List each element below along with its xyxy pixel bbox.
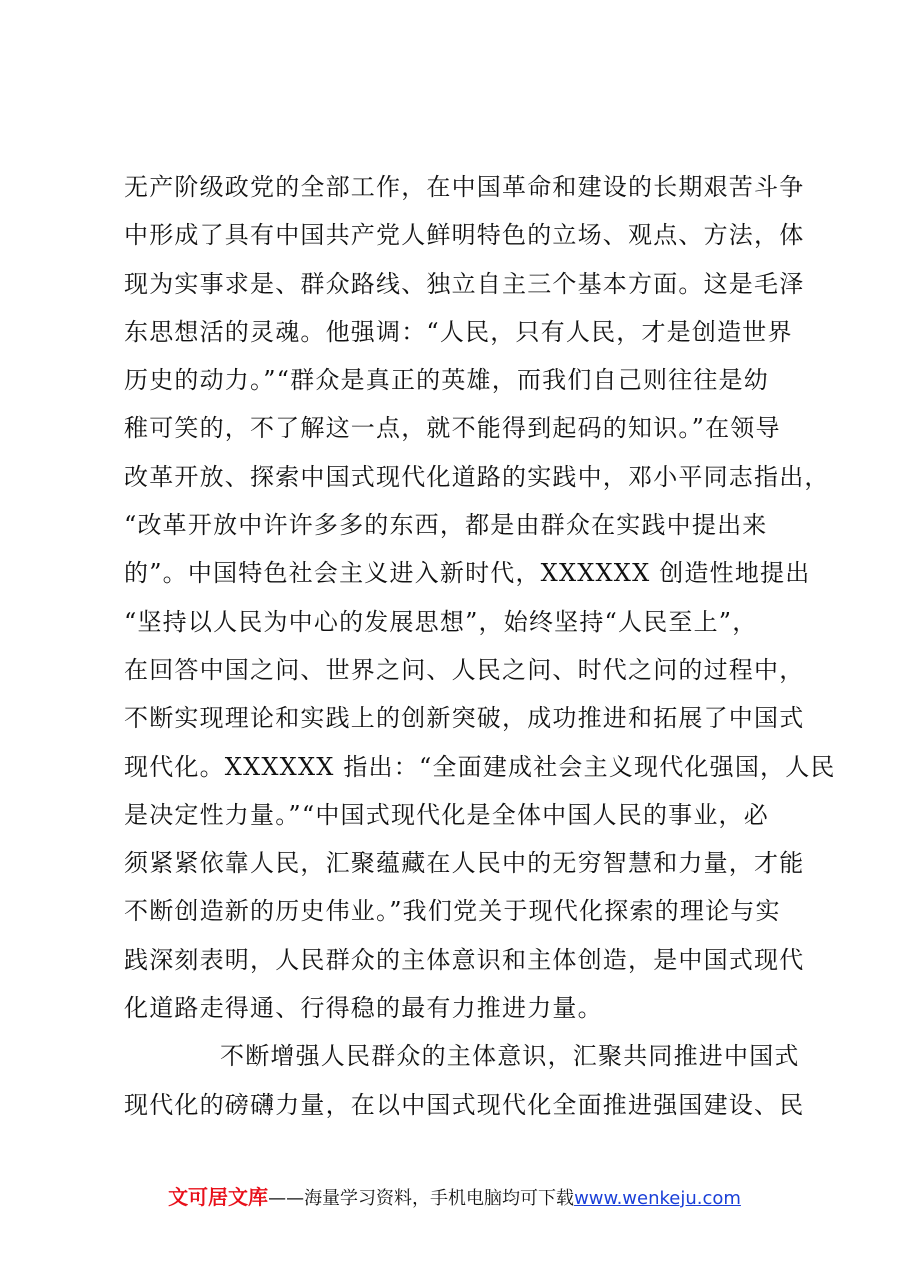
text-line: 在回答中国之问、世界之问、人民之问、时代之问的过程中，	[124, 655, 805, 684]
text-line: 不断创造新的历史伟业。”我们党关于现代化探索的理论与实	[124, 897, 781, 926]
text-line: 现代化。XXXXXX 指出：“全面建成社会主义现代化强国，人民	[124, 752, 836, 781]
document-body	[124, 163, 836, 1129]
text-line: “坚持以人民为中心的发展思想”，始终坚持“人民至上”，	[124, 607, 758, 636]
text-line: 改革开放、探索中国式现代化道路的实践中，邓小平同志指出，	[124, 462, 830, 491]
footer-brand: 文可居文库	[168, 1185, 269, 1209]
text-line: “改革开放中许许多多的东西，都是由群众在实践中提出来	[124, 511, 768, 540]
footer-site-link[interactable]: www.wenkeju.com	[574, 1188, 741, 1209]
text-line: 无产阶级政党的全部工作，在中国革命和建设的长期艰苦斗争	[124, 173, 805, 201]
text-line: 现为实事求是、群众路线、独立自主三个基本方面。这是毛泽	[124, 269, 805, 298]
text-line: 不断实现理论和实践上的创新突破，成功推进和拓展了中国式	[124, 704, 805, 733]
text-line: 践深刻表明，人民群众的主体意识和主体创造，是中国式现代	[124, 945, 805, 974]
page-footer	[0, 1181, 909, 1210]
text-line: 是决定性力量。”“中国式现代化是全体中国人民的事业，必	[124, 800, 769, 829]
text-line: 的”。中国特色社会主义进入新时代，XXXXXX 创造性地提出	[124, 559, 811, 588]
text-line: 历史的动力。”“群众是真正的英雄，而我们自己则往往是幼	[124, 366, 769, 395]
text-line: 中形成了具有中国共产党人鲜明特色的立场、观点、方法，体	[124, 221, 805, 250]
text-line: 现代化的磅礴力量，在以中国式现代化全面推进强国建设、民	[124, 1090, 805, 1119]
text-line: 化道路走得通、行得稳的最有力推进力量。	[124, 994, 603, 1023]
footer-slogan: ——海量学习资料，手机电脑均可下载	[268, 1188, 575, 1209]
text-line: 须紧紧依靠人民，汇聚蕴藏在人民中的无穷智慧和力量，才能	[124, 849, 805, 878]
paragraph-start-line: 不断增强人民群众的主体意识，汇聚共同推进中国式	[220, 1042, 800, 1071]
text-line: 东思想活的灵魂。他强调：“人民，只有人民，才是创造世界	[124, 317, 793, 346]
text-line: 稚可笑的，不了解这一点，就不能得到起码的知识。”在领导	[124, 414, 781, 443]
